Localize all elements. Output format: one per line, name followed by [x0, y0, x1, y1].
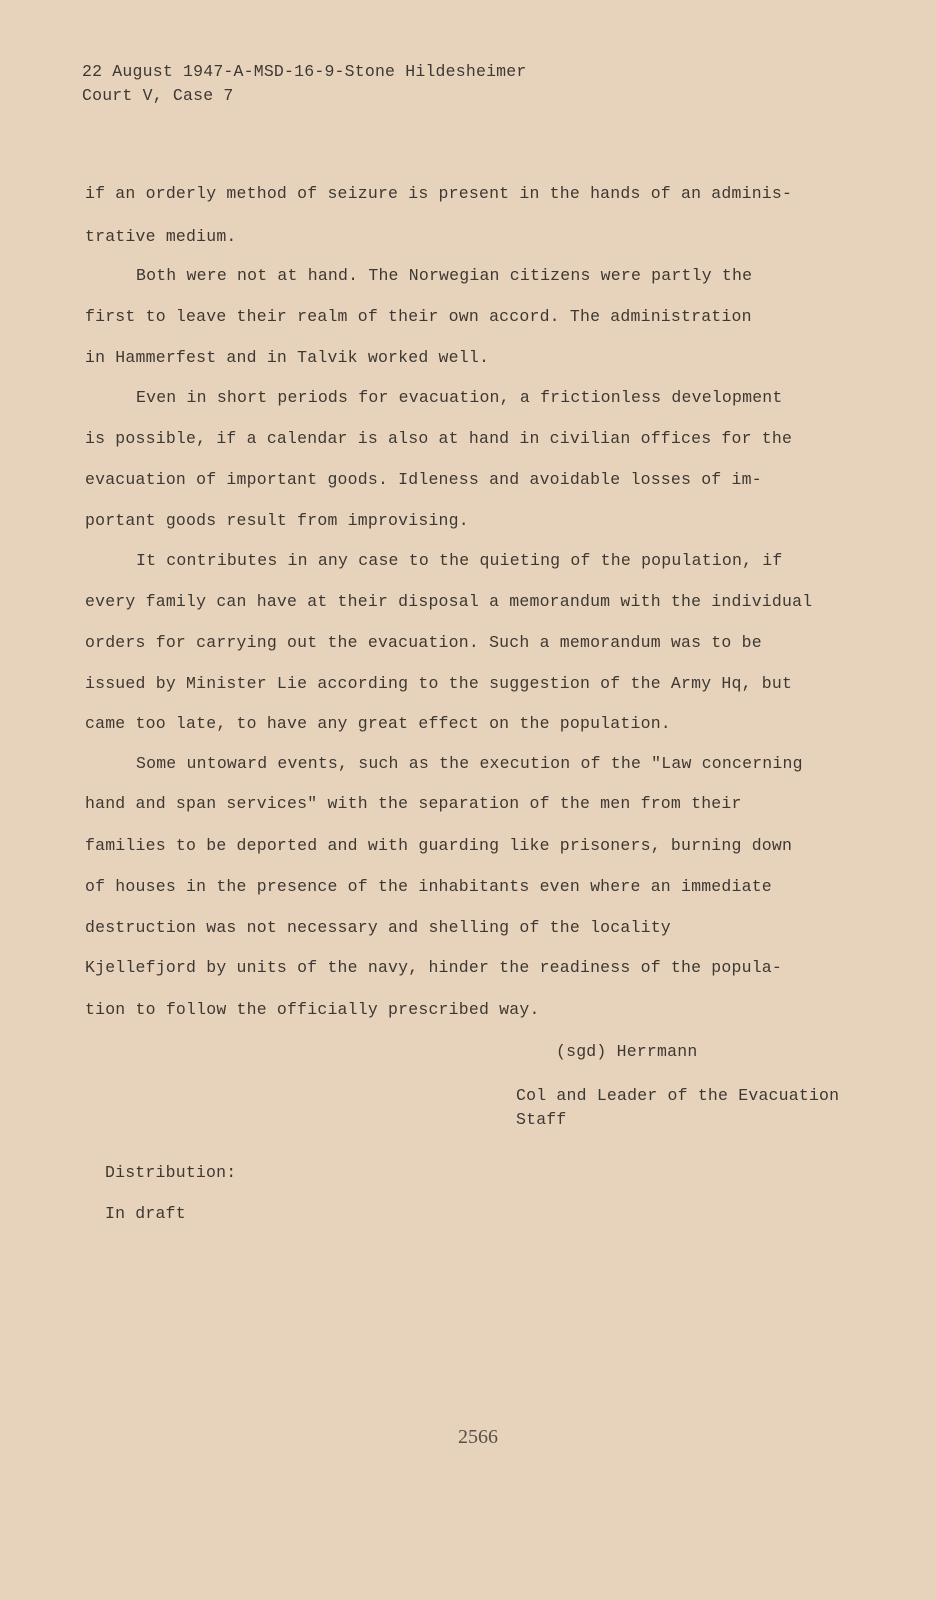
body-line: issued by Minister Lie according to the suggestion of the Army Hq, but [85, 674, 793, 693]
body-line: families to be deported and with guarding like prisoners, burning down [85, 836, 793, 855]
body-line: of houses in the presence of the inhabitants even where an immediate [85, 877, 772, 896]
body-line: portant goods result from improvising. [85, 511, 469, 530]
body-line: hand and span services" with the separation of the men from their [85, 794, 742, 813]
header-court-case: Court V, Case 7 [82, 86, 234, 105]
body-line: first to leave their realm of their own accord. The administration [85, 307, 752, 326]
body-line: orders for carrying out the evacuation. Such a memorandum was to be [85, 633, 762, 652]
body-line: Kjellefjord by units of the navy, hinder the readiness of the popula- [85, 958, 783, 977]
body-line: came too late, to have any great effect on the population. [85, 714, 671, 733]
body-line: every family can have at their disposal a memorandum with the individual [85, 592, 813, 611]
body-line: if an orderly method of seizure is present in the hands of an adminis- [85, 184, 793, 203]
body-line: It contributes in any case to the quieting of the population, if [136, 551, 783, 570]
body-line: Both were not at hand. The Norwegian citizens were partly the [136, 266, 753, 285]
body-line: is possible, if a calendar is also at hand in civilian offices for the [85, 429, 793, 448]
body-line: Some untoward events, such as the execution of the "Law concerning [136, 754, 803, 773]
signature-sgd: (sgd) Herrmann [556, 1042, 698, 1061]
signature-title-cont: Staff [516, 1110, 567, 1129]
body-line: tion to follow the officially prescribed way. [85, 1000, 540, 1019]
distribution-label: Distribution: [105, 1163, 237, 1182]
signature-title: Col and Leader of the Evacuation [516, 1086, 840, 1105]
body-line: in Hammerfest and in Talvik worked well. [85, 348, 490, 367]
body-line: evacuation of important goods. Idleness and avoidable losses of im- [85, 470, 762, 489]
distribution-value: In draft [105, 1204, 186, 1223]
body-line: Even in short periods for evacuation, a frictionless development [136, 388, 783, 407]
body-line: destruction was not necessary and shelling of the locality [85, 918, 671, 937]
page-number: 2566 [458, 1426, 498, 1448]
body-line: trative medium. [85, 227, 237, 246]
header-citation: 22 August 1947-A-MSD-16-9-Stone Hildesheimer [82, 62, 527, 81]
